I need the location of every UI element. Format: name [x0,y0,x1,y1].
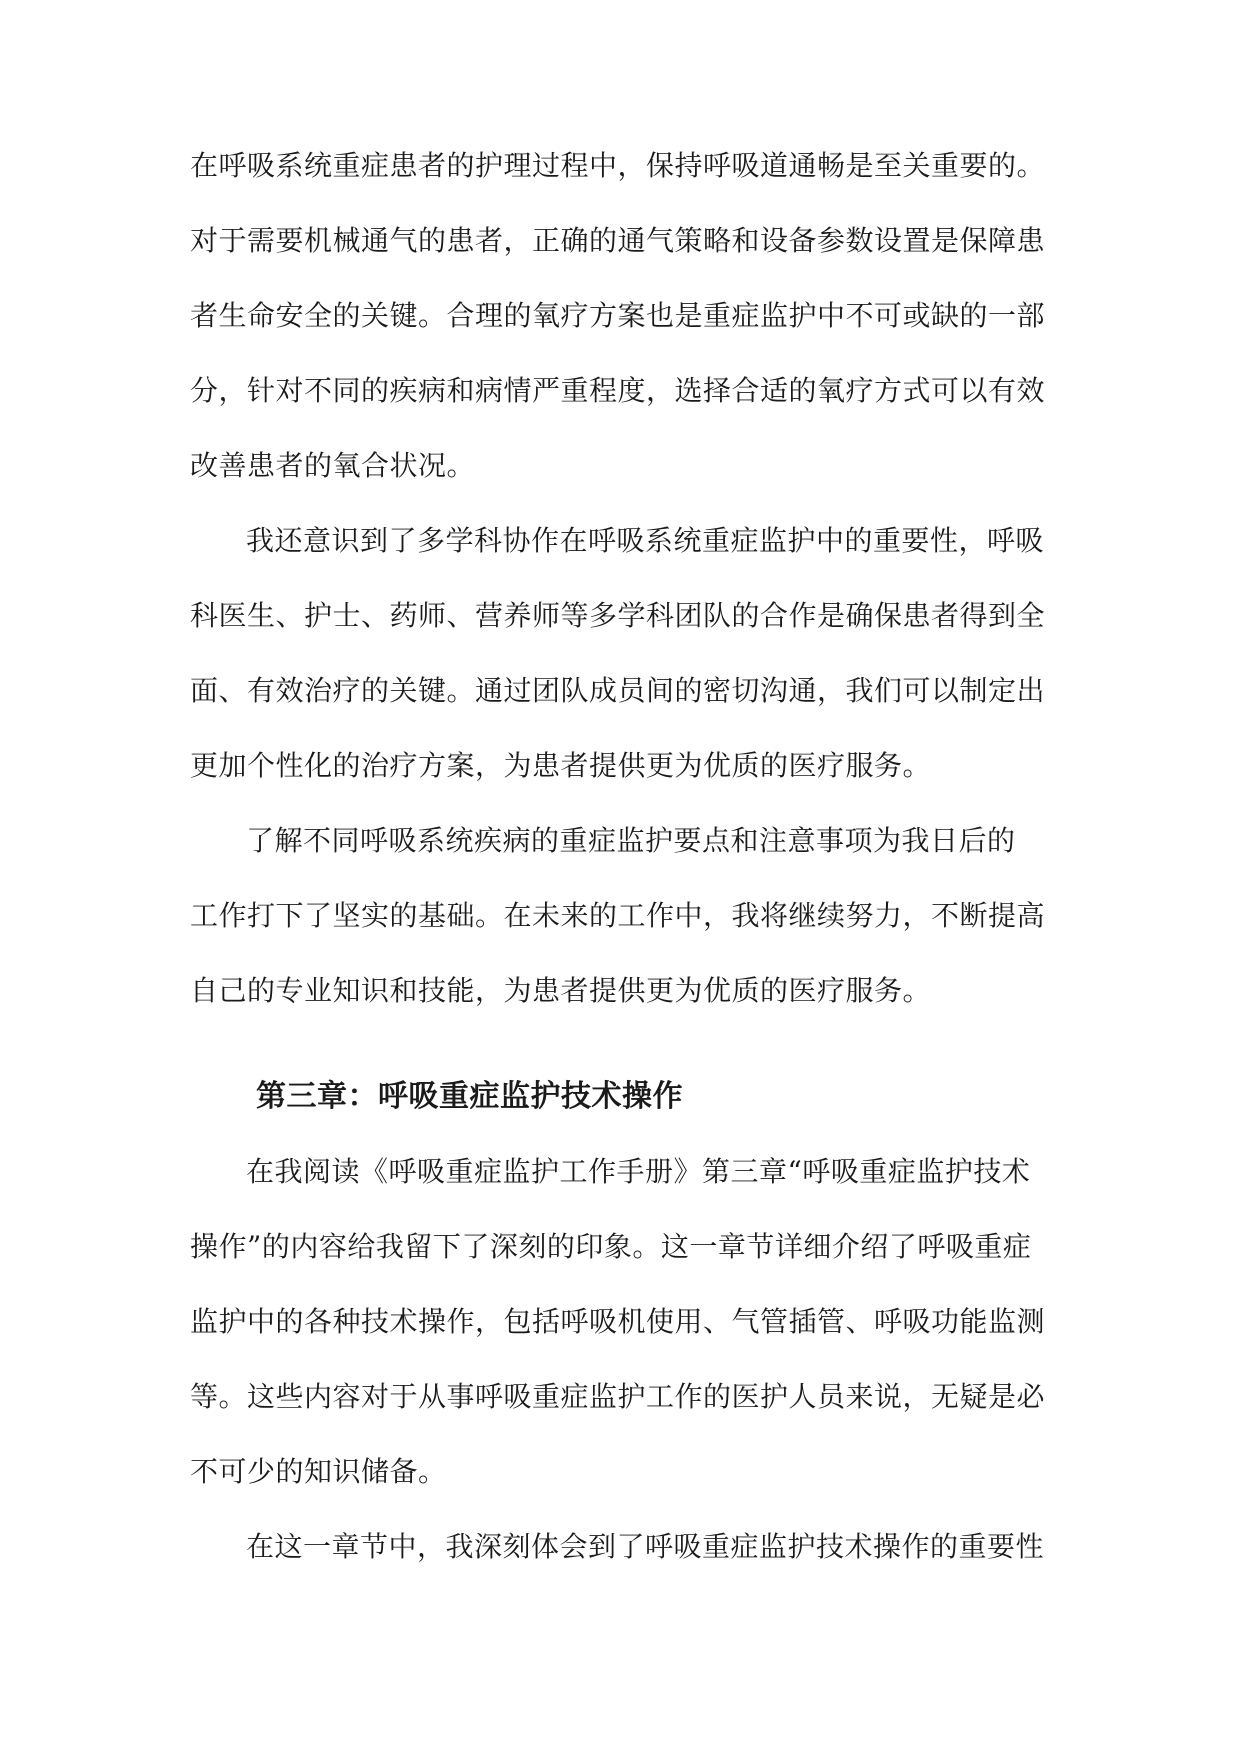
document-body [190,128,1060,1584]
text-line: 者生命安全的关键。合理的氧疗方案也是重症监护中不可或缺的一部 [190,299,1046,332]
text-line: 更加个性化的治疗方案，为患者提供更为优质的医疗服务。 [190,749,932,782]
text-line: 自己的专业知识和技能，为患者提供更为优质的医疗服务。 [190,974,932,1007]
paragraph-2 [190,503,1060,803]
chapter-paragraph-1 [190,1134,1060,1509]
text-line: 操作”的内容给我留下了深刻的印象。这一章节详细介绍了呼吸重症 [190,1230,1032,1263]
chapter-heading: 第三章：呼吸重症监护技术操作 [256,1079,683,1114]
text-line: 不可少的知识储备。 [190,1455,447,1488]
chapter-paragraph-2 [190,1509,1060,1584]
text-line: 监护中的各种技术操作，包括呼吸机使用、气管插管、呼吸功能监测 [190,1305,1046,1338]
text-line: 工作打下了坚实的基础。在未来的工作中，我将继续努力，不断提高 [190,899,1046,932]
text-line: 等。这些内容对于从事呼吸重症监护工作的医护人员来说，无疑是必 [190,1380,1046,1413]
paragraph-1 [190,128,1060,503]
text-line: 面、有效治疗的关键。通过团队成员间的密切沟通，我们可以制定出 [190,674,1046,707]
paragraph-3 [190,803,1060,1028]
text-line: 对于需要机械通气的患者，正确的通气策略和设备参数设置是保障患 [190,224,1046,257]
text-line: 在我阅读《呼吸重症监护工作手册》第三章“呼吸重症监护技术 [246,1155,1031,1188]
text-line: 了解不同呼吸系统疾病的重症监护要点和注意事项为我日后的 [246,824,1016,857]
spacer [190,1028,1060,1059]
text-line: 科医生、护士、药师、营养师等多学科团队的合作是确保患者得到全 [190,599,1046,632]
text-line: 改善患者的氧合状况。 [190,449,476,482]
text-line: 在这一章节中，我深刻体会到了呼吸重症监护技术操作的重要性 [246,1530,1045,1563]
text-line: 分，针对不同的疾病和病情严重程度，选择合适的氧疗方式可以有效 [190,374,1046,407]
text-line: 在呼吸系统重症患者的护理过程中，保持呼吸道通畅是至关重要的。 [190,149,1046,182]
text-line: 我还意识到了多学科协作在呼吸系统重症监护中的重要性，呼吸 [246,524,1045,557]
